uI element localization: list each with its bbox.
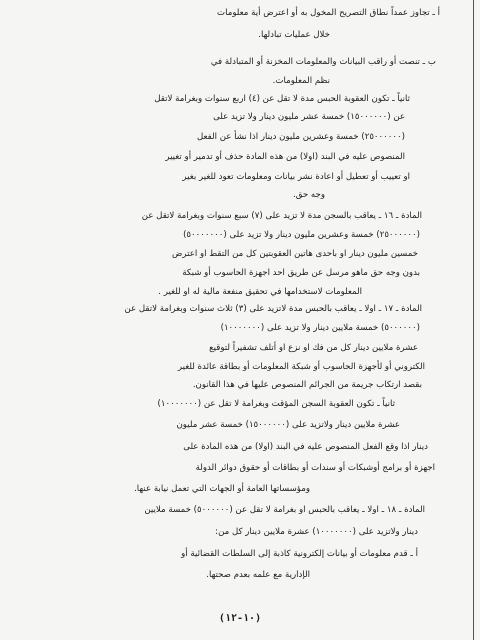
text-line: او تعييب أو تعطيل أو اعادة نشر بيانات ومعلومات تعود للغير بغير [182, 172, 410, 182]
text-line: ب ـ تنصت أو راقب البيانات والمعلومات المخزنة أو المتبادلة في [210, 57, 436, 67]
text-line: عن (١٥٠٠٠٠٠٠) خمسة عشر مليون دينار ولا تزيد على [213, 112, 405, 122]
text-line: (٢٥٠٠٠٠٠٠) خمسة وعشرين مليون دينار ولا تزيد على (٥٠٠٠٠٠٠٠) [183, 230, 420, 240]
text-line: اجهزة أو برامج أوشبكات أو سندات أو بطاقات أو حقوق دوائر الدولة [195, 463, 435, 473]
text-line: الإدارية مع علمه بعدم صحتها. [206, 570, 310, 580]
text-line: نظم المعلومات. [272, 76, 330, 86]
text-line: ومؤسساتها العامة أو الجهات التي تعمل نيابة عنها. [134, 484, 310, 494]
page-number: (١٠-١٢) [218, 613, 262, 624]
text-line: خلال عمليات تبادلها. [258, 30, 330, 40]
page-edge [473, 0, 474, 640]
text-line: المنصوص عليه في البند (اولا) من هذه المادة حذف أو تدمير أو تغيير [165, 152, 405, 162]
text-line: بقصد ارتكاب جريمة من الجرائم المنصوص عليها في هذا القانون. [192, 380, 422, 390]
text-line: المادة ـ ١٨ ـ اولا ـ يعاقب بالحبس او بغرامة لا تقل عن (٥٠٠٠٠٠٠) خمسة ملايين [144, 505, 425, 515]
text-line: عشرة ملايين دينار كل من فك او نزع او أتلف تشفيراً لتوقيع [209, 343, 418, 353]
text-line: المادة ـ ١٧ ـ اولا ـ يعاقب بالحبس مدة لاتزيد على (٣) ثلاث سنوات وبغرامة لاتقل عن [124, 304, 422, 314]
text-line: وجه حق. [292, 190, 325, 200]
text-line: المعلومات لاستخدامها في تحقيق منفعة مالية له او للغير . [158, 287, 362, 297]
text-line: المادة ـ ١٦ ـ يعاقب بالسجن مدة لا تزيد على (٧) سبع سنوات وبغرامة لاتقل عن [141, 211, 422, 221]
text-line: دينار اذا وقع الفعل المنصوص عليه في البند (اولا) من هذه المادة على [183, 442, 428, 452]
text-line: عشرة ملايين دينار ولاتزيد على (١٥٠٠٠٠٠٠) خمسة عشر مليون [176, 420, 400, 430]
text-line: (٢٥٠٠٠٠٠٠) خمسة وعشرين مليون دينار اذا نشأ عن الفعل [196, 132, 405, 142]
text-line: (٥٠٠٠٠٠٠) خمسة ملايين دينار ولا تزيد على (١٠٠٠٠٠٠٠) [220, 323, 420, 333]
text-line: دينار ولاتزيد على (١٠٠٠٠٠٠٠) عشرة ملايين دينار كل من: [215, 527, 418, 537]
text-line: ثانياً ـ تكون العقوبة الحبس مدة لا تقل عن (٤) اربع سنوات وبغرامة لاتقل [154, 94, 410, 104]
text-line: خمسين مليون دينار او باحدى هاتين العقوبتين كل من التقط او اعترض [172, 249, 418, 259]
text-line: الكتروني أو لأجهزة الحاسوب أو شبكة المعلومات أو بطاقة عائدة للغير [177, 362, 425, 372]
text-line: ثانياً ـ تكون العقوبة السجن المؤقت وبغرامة لا تقل عن (١٠٠٠٠٠٠٠) [157, 399, 395, 409]
text-line: بدون وجه حق ماهو مرسل عن طريق احد اجهزة الحاسوب أو شبكة [182, 268, 420, 278]
text-line: أ ـ تجاوز عمداً نطاق التصريح المخول به أو اعترض أية معلومات [217, 8, 440, 18]
text-line: أ ـ قدم معلومات أو بيانات إلكترونية كاذبة إلى السلطات القضائية أو [181, 549, 418, 559]
